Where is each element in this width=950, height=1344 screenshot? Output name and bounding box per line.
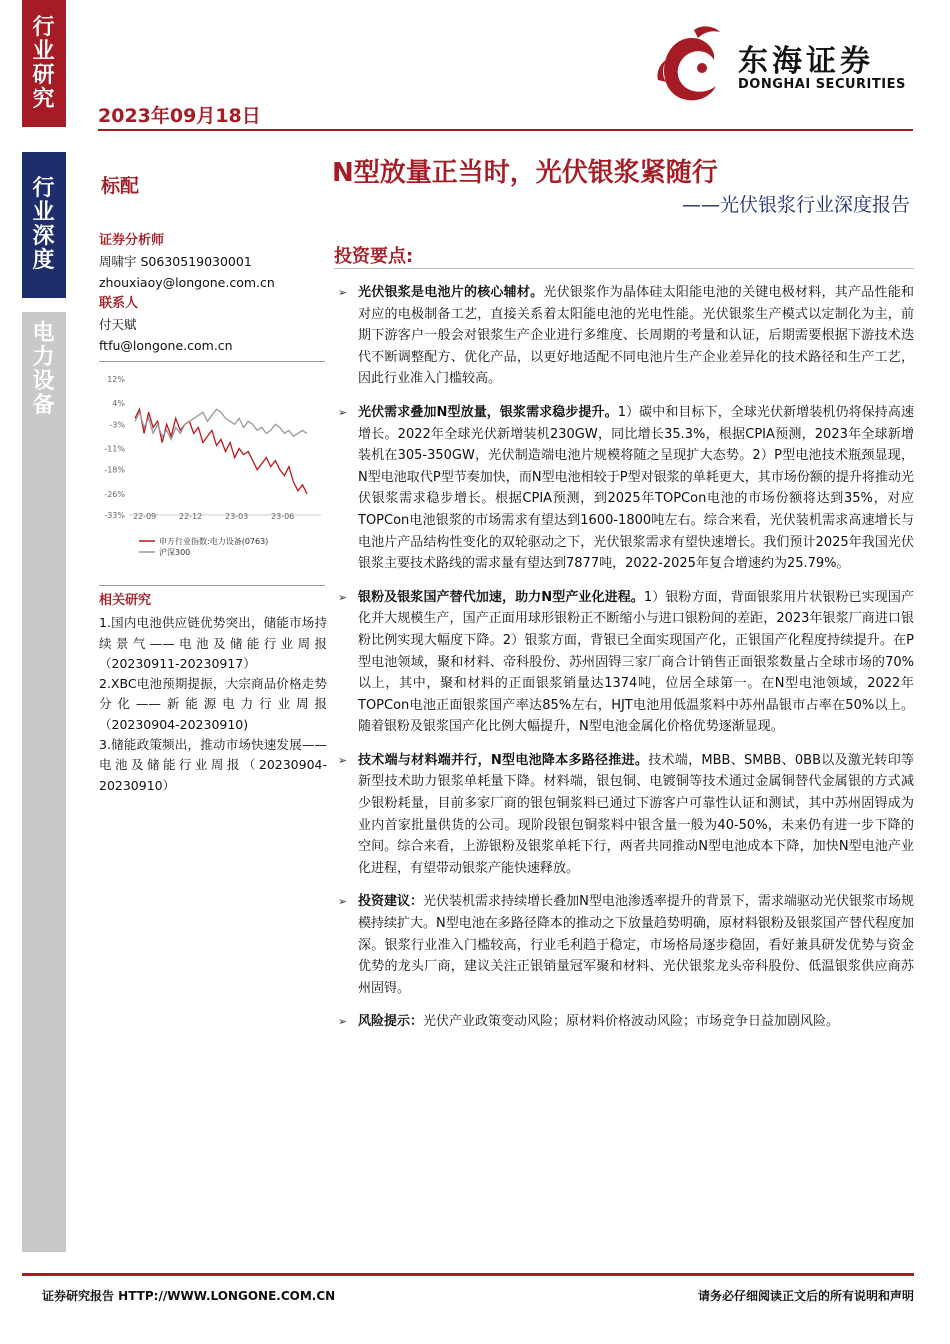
y-tick-label: 12% [107,375,125,384]
footer-divider [22,1273,914,1276]
key-point: ➢ 银粉及银浆国产替代加速，助力N型产业化进程。1）银粉方面，背面银浆用片状银粉已实现国产化并大规模生产，国产正面用球形银粉正不断缩小与进口银粉间的差距，2023年银浆厂商进口银粉比例实现大幅度下降。2）银浆方面，背银已全面实现国产化，正银国产化程度持续提升。在P型电池领域，聚和材料、帝科股份、苏州固锝三家厂商合计销售正面银浆数量占全球市场的70%以上，其中，聚和材料的正面银浆销量达1374吨，位居全球第一。在N型电池领域，2022年TOPCon电池正面银浆国产率达85%左右，HJT电池用低温浆料中苏州晶银市占率在50%以上。随着银粉及银浆国产化比例大幅提升，N型电池金属化价格优势逐渐显现。 [334,587,914,738]
key-point: ➢ 光伏银浆是电池片的核心辅材。光伏银浆作为晶体硅太阳能电池的关键电极材料，其产品性能和对应的电极制备工艺，直接关系着太阳能电池的光电性能。光伏银浆生产模式以定制化为主，前期下游客户一般会对银浆生产企业进行多维度、长周期的考量和认证，后期需要根据下游技术迭代不断调整配方、优化产品，以更好地适配不同电池片生产企业差异化的技术路径和生产工艺，因此行业准入门槛较高。 [334,282,914,390]
arrow-icon: ➢ [338,590,348,604]
key-points-title: 投资要点: [334,246,414,267]
x-tick-label: 22-12 [179,512,203,521]
y-tick-label: -18% [104,465,125,475]
side-tab-research: 行 业 研 究 [22,0,66,127]
side-tab-sector: 电 力 设 备 [22,312,66,1252]
arrow-icon: ➢ [338,895,348,909]
report-date: 2023年09月18日 [98,105,261,127]
logo-text-cn: 东海证券 [738,44,874,79]
y-tick-label: -33% [104,511,125,520]
chart-svg [99,363,327,563]
divider [99,585,325,586]
arrow-icon: ➢ [338,286,348,299]
y-tick-label: -11% [104,444,125,454]
key-points-divider [334,268,914,269]
key-point: ➢ 技术端与材料端并行，N型电池降本多路径推进。技术端，MBB、SMBB、0BB以及激光转印等新型技术助力银浆单耗量下降。材料端，银包铜、电镀铜等技术通过金属铜替代金属银的方式减少银粉耗量，目前多家厂商的银包铜浆料已通过下游客户可靠性认证和测试，其中苏州固锝成为业内首家批量供货的公司。现阶段银包铜浆料中银含量一般为40-50%，未来仍有进一步下降的空间。综合来看，上游银粉及银浆单耗下行，两者共同推动N型电池成本下降，加快N型电池产业化进程，有望带动银浆产能快速释放。 [334,750,914,880]
related-item[interactable]: 2.XBC电池预期提振，大宗商品价格走势分化——新能源电力行业周报（20230904-20230910) [99,676,327,732]
contact-name: 付天赋 [99,317,137,332]
footer-right: 请务必仔细阅读正文后的所有说明和声明 [697,1289,914,1303]
arrow-icon: ➢ [338,405,348,419]
analyst-label: 证券分析师 [99,233,165,248]
logo-text-en: DONGHAI SECURITIES [738,77,906,92]
key-point: ➢ 光伏需求叠加N型放量，银浆需求稳步提升。1）碳中和目标下，全球光伏新增装机仍将保持高速增长。2022年全球光伏新增装机230GW，同比增长35.3%，根据CPIA预测，2023年全球新增装机在305-350GW，光伏制造端电池片规模将随之呈现扩大态势。2）P型电池技术瓶颈显现，N型电池取代P型节奏加快，而N型电池相较于P型对银浆的单耗更大，其市场份额的提升将推动光伏银浆需求稳步增长。根据CPIA预测，到2025年TOPCon电池的市场份额将达到35%，对应TOPCon电池银浆的市场需求有望达到1600-1800吨左右。综合来看，光伏装机需求高速增长与电池片产品结构性变化的双轮驱动之下，光伏银浆需求有望快速增长。我们预计2025年我国光伏银浆主要技术路线的需求量有望达到7877吨，2022-2025年复合增速约为25.79%。 [334,402,914,575]
related-item[interactable]: 1.国内电池供应链优势突出，储能市场持续景气——电池及储能行业周报（20230911-20230917） [99,615,327,671]
analyst-email[interactable]: zhouxiaoy@longone.com.cn [99,275,275,290]
side-tab-depth: 行 业 深 度 [22,152,66,298]
y-tick-label: 4% [112,399,125,409]
legend-label: 申万行业指数:电力设备(0763) [159,537,269,546]
x-tick-label: 22-09 [133,512,157,521]
key-points-list [334,282,914,1045]
analyst-info [99,230,329,367]
contact-email[interactable]: ftfu@longone.com.cn [99,338,233,353]
y-tick-label: -3% [109,420,125,430]
footer-left[interactable]: 证券研究报告 HTTP://WWW.LONGONE.COM.CN [42,1289,336,1303]
key-point: ➢ 投资建议：光伏装机需求持续增长叠加N型电池渗透率提升的背景下，需求端驱动光伏银浆市场规模持续扩大。N型电池在多路径降本的推动之下放量趋势明确，原材料银粉及银浆国产替代程度加深。银浆行业准入门槛较高，行业毛利趋于稳定，市场格局逐步稳固，看好兼具研发优势与资金优势的龙头厂商，建议关注正银销量冠军聚和材料、光伏银浆龙头帝科股份、低温银浆供应商苏州固锝。 [334,891,914,999]
related-research [99,585,327,796]
legend-label: 沪深300 [159,548,191,557]
arrow-icon: ➢ [338,753,348,767]
x-tick-label: 23-03 [225,512,249,521]
report-subtitle: ——光伏银浆行业深度报告 [681,194,910,216]
x-tick-label: 23-06 [271,512,295,521]
y-tick-label: -26% [104,489,125,499]
related-item[interactable]: 3.储能政策频出，推动市场快速发展——电池及储能行业周报（20230904-20230910） [99,737,327,793]
arrow-icon: ➢ [338,1015,348,1029]
report-title: N型放量正当时，光伏银浆紧随行 [332,158,718,188]
header-divider [98,129,913,131]
rating: 标配 [101,175,140,197]
divider [99,361,325,362]
analyst-name: 周啸宇 S0630519030001 [99,254,252,269]
series-line-0 [135,409,307,494]
related-header: 相关研究 [99,593,152,608]
contact-label: 联系人 [99,296,139,311]
performance-chart [99,363,327,563]
key-point: ➢ 风险提示：光伏产业政策变动风险；原材料价格波动风险；市场竞争日益加剧风险。 [334,1011,914,1033]
